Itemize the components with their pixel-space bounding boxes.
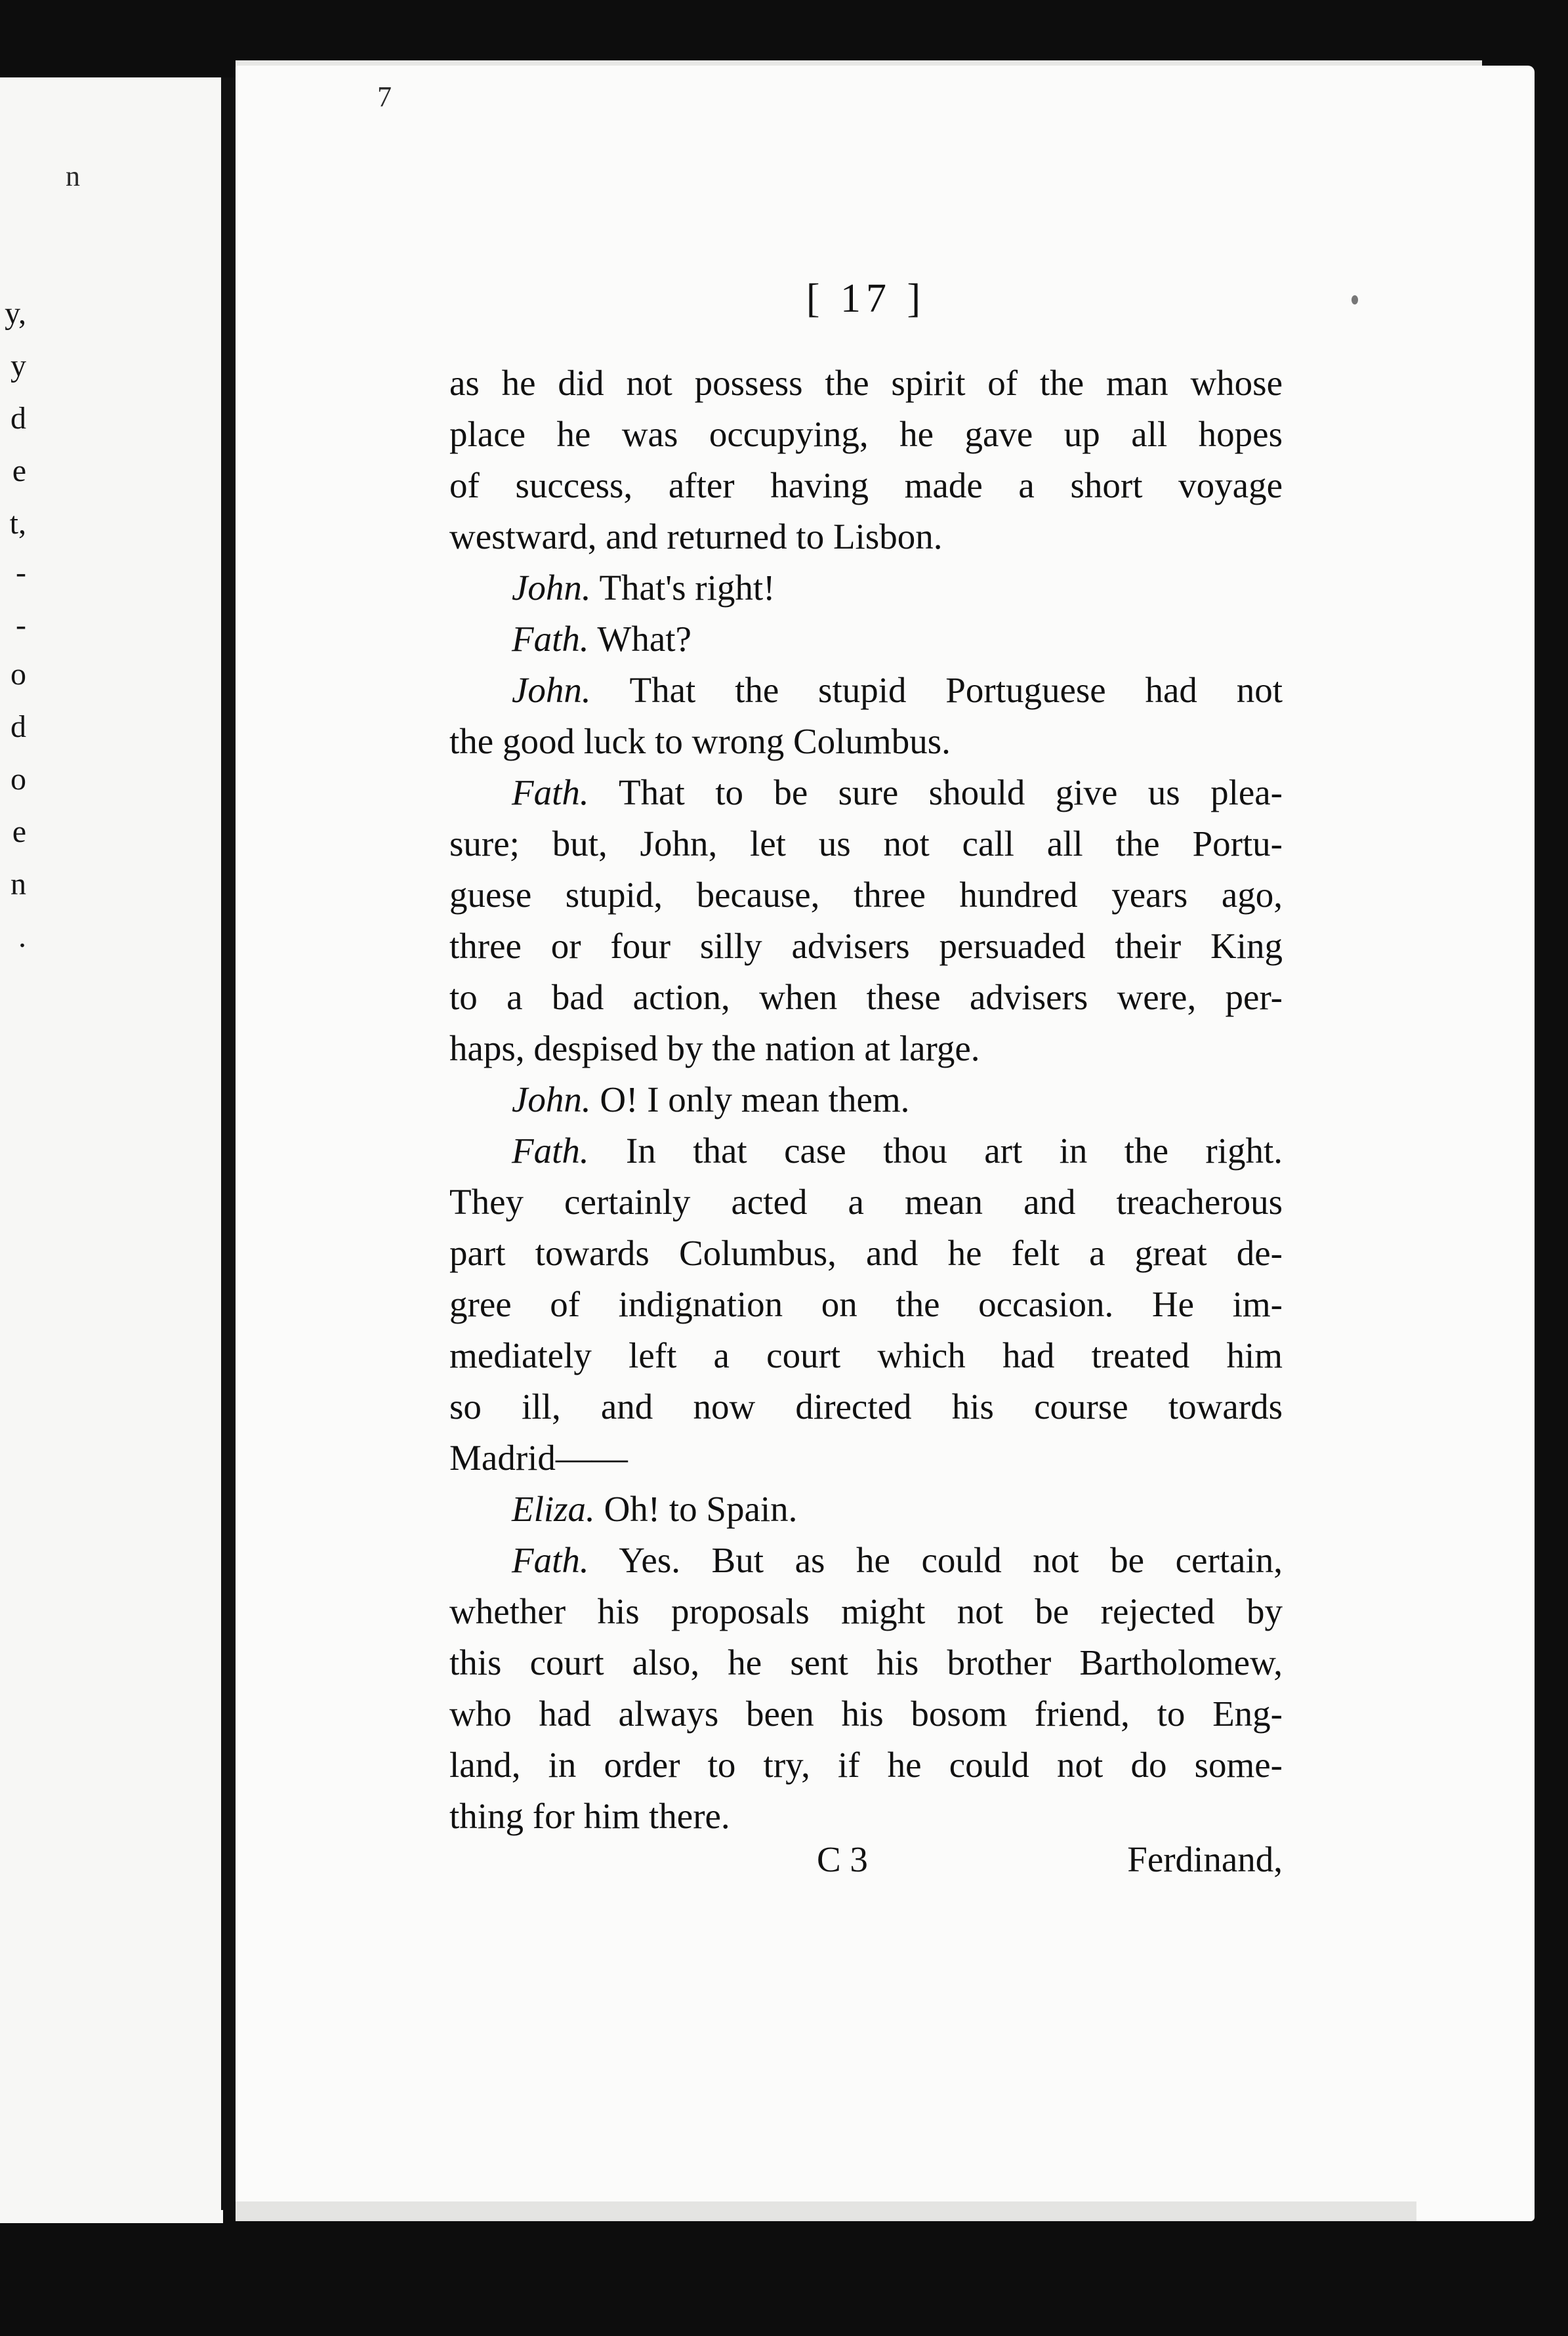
line-text: part towards Columbus, and he felt a great de- [449,1233,1283,1273]
line-text: place he was occupying, he gave up all hopes [449,414,1283,454]
text-line [449,358,1283,409]
page-number: [ 17 ] [806,276,926,321]
line-text: That to be sure should give us plea- [619,772,1283,812]
speaker-name: John. [512,670,591,710]
line-text: this court also, he sent his brother Bartholomew, [449,1642,1283,1682]
text-line [449,921,1283,972]
line-text: That's right! [599,568,775,608]
line-text: so ill, and now directed his course towards [449,1387,1283,1427]
line-text: whether his proposals might not be rejected by [449,1591,1283,1631]
line-text: thing for him there. [449,1796,730,1836]
left-page-fragment: e [12,814,26,849]
line-text: sure; but, John, let us not call all the Portu- [449,824,1283,864]
text-line [449,1586,1283,1637]
text-line [449,1688,1283,1740]
line-text: three or four silly advisers persuaded their King [449,926,1283,966]
ink-speck [1351,295,1358,304]
text-line [449,1740,1283,1791]
body-text [449,358,1283,1842]
line-text: That the stupid Portuguese had not [629,670,1283,710]
text-line [449,818,1283,869]
text-line [449,716,1283,767]
speaker-name: John. [512,1079,591,1119]
page-edge-bottom [236,2201,1416,2221]
speaker-name: Fath. [512,1540,589,1580]
left-facing-page [0,77,223,2223]
line-text: O! I only mean them. [600,1079,910,1119]
line-text: haps, despised by the nation at large. [449,1028,980,1068]
text-line [449,562,1283,614]
text-line [449,614,1283,665]
left-page-fragment: y, [5,296,26,331]
line-text: What? [597,619,691,659]
line-text: who had always been his bosom friend, to Eng- [449,1694,1283,1734]
left-page-fragment: y [10,348,26,383]
text-line [449,1791,1283,1842]
text-line [449,767,1283,818]
line-text: westward, and returned to Lisbon. [449,516,943,556]
right-page-corner-mark: 7 [377,81,392,113]
text-line [449,1074,1283,1125]
line-text: In that case thou art in the right. [626,1131,1283,1171]
speaker-name: Eliza. [512,1489,595,1529]
line-text: They certainly acted a mean and treacherous [449,1182,1283,1222]
text-line [449,1228,1283,1279]
text-line [449,1177,1283,1228]
text-line [449,972,1283,1023]
text-line [449,665,1283,716]
text-line [449,869,1283,921]
speaker-name: Fath. [512,619,589,659]
left-page-fragment: o [10,762,26,797]
line-text: Madrid—— [449,1438,628,1478]
left-page-fragment: n [10,867,26,902]
text-line [449,1125,1283,1177]
line-text: to a bad action, when these advisers were, per- [449,977,1283,1017]
text-line [449,1484,1283,1535]
text-line [449,1279,1283,1330]
page-footer [449,1839,1283,1891]
left-page-fragment: d [10,709,26,744]
left-page-fragment: - [16,555,26,590]
text-line [449,1432,1283,1484]
text-line [449,1023,1283,1074]
catchword: Ferdinand, [1127,1839,1283,1879]
text-line [449,460,1283,511]
text-line [449,409,1283,460]
line-text: Oh! to Spain. [604,1489,798,1529]
speaker-name: Fath. [512,1131,589,1171]
left-page-corner-mark: n [66,160,80,192]
left-page-fragment: . [18,919,26,954]
left-page-fragment: - [16,608,26,642]
speaker-name: John. [512,568,591,608]
line-text: gree of indignation on the occasion. He im- [449,1284,1283,1324]
text-line [449,1535,1283,1586]
text-line [449,511,1283,562]
speaker-name: Fath. [512,772,589,812]
left-page-fragment: o [10,657,26,692]
text-line [449,1381,1283,1432]
text-line [449,1637,1283,1688]
line-text: Yes. But as he could not be certain, [619,1540,1283,1580]
line-text: land, in order to try, if he could not do some- [449,1745,1283,1785]
book-gutter [221,77,236,2210]
signature-mark: C 3 [817,1839,868,1879]
text-line [449,1330,1283,1381]
left-page-fragment: d [10,401,26,436]
line-text: as he did not possess the spirit of the man whose [449,363,1283,403]
line-text: of success, after having made a short voyage [449,465,1283,505]
line-text: guese stupid, because, three hundred years ago, [449,875,1283,915]
left-page-fragment: t, [9,506,26,541]
left-page-fragment: e [12,453,26,488]
line-text: mediately left a court which had treated him [449,1335,1283,1375]
line-text: the good luck to wrong Columbus. [449,721,951,761]
